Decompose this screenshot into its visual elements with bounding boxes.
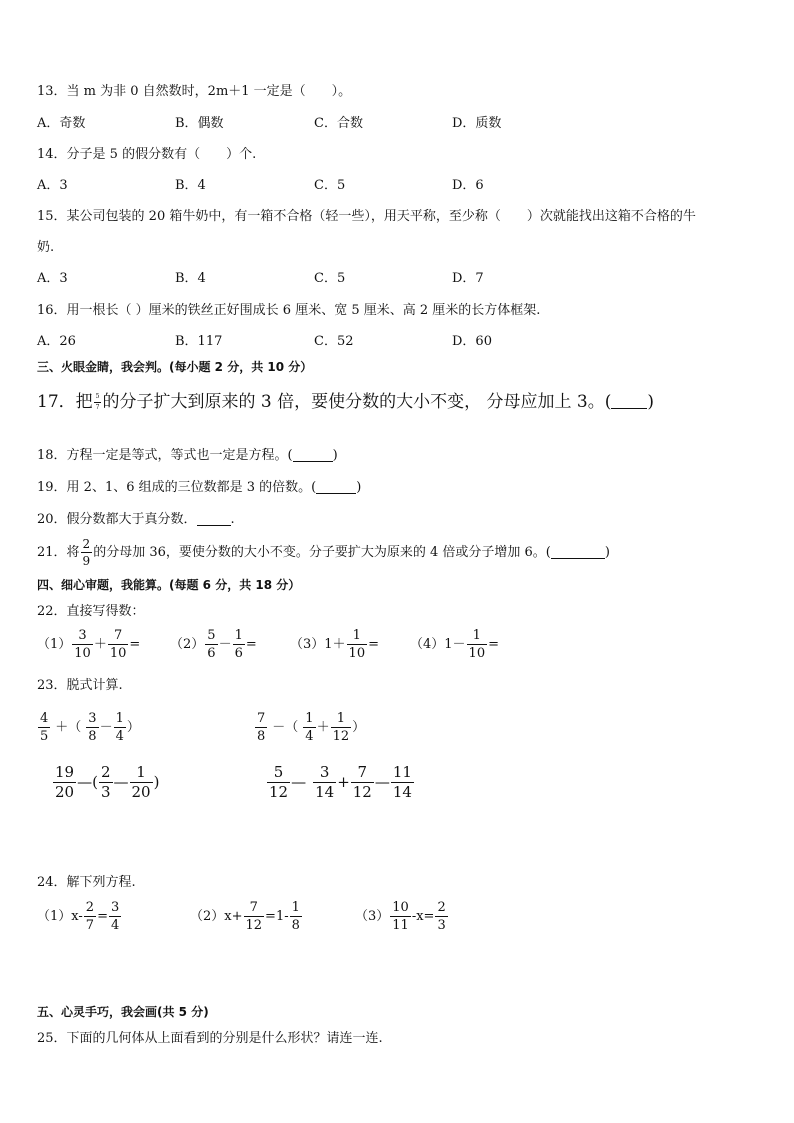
q20 [37, 513, 235, 526]
q17-answer-blank[interactable] [611, 396, 647, 409]
q18-answer-blank[interactable] [293, 449, 333, 462]
operator: —( [77, 773, 98, 791]
numerator: 3 [110, 900, 120, 915]
q13-stem: 13．当 m 为非 0 自然数时，2m＋1 一定是（ ）。 [37, 84, 352, 99]
denominator: 7 [85, 918, 95, 933]
q21-post: 的分母加 36，要使分数的大小不变。分子要扩大为原来的 4 倍或分子增加 6。( [93, 545, 551, 560]
equals-sign: = [97, 909, 108, 924]
frac-b [86, 712, 98, 743]
q17-pre: 17．把 [37, 392, 93, 412]
q17 [37, 394, 654, 411]
q21-answer-blank[interactable] [551, 546, 605, 559]
frac-b [313, 765, 336, 800]
numerator: 3 [313, 765, 336, 783]
denominator: 4 [305, 729, 314, 744]
denominator: 10 [468, 646, 486, 661]
q22-item-2-label: （2） [170, 637, 205, 652]
q23-expression-4 [266, 765, 415, 800]
operator: ＋ [316, 720, 330, 735]
q14-stem: 14．分子是 5 的假分数有（ ）个. [37, 147, 257, 162]
label: （1）x- [37, 909, 83, 924]
denominator: 14 [392, 783, 412, 801]
frac-a [84, 901, 96, 932]
q22-item-2 [170, 629, 257, 660]
q22-item-1-label: （1） [37, 637, 72, 652]
q22-title: 22．直接写得数： [37, 604, 145, 619]
denominator: 12 [245, 918, 263, 933]
q14-option-b: B．4 [175, 178, 206, 193]
frac-a [244, 901, 265, 932]
section-4-heading: 四、细心审题，我能算。(每题 6 分，共 18 分） [37, 578, 301, 592]
q19-answer-blank[interactable] [316, 481, 356, 494]
denominator: 10 [109, 646, 127, 661]
equals-sign: = [488, 637, 499, 652]
numerator: 3 [88, 711, 97, 726]
numerator: 3 [72, 629, 93, 645]
q19-text: 19．用 2、1、6 组成的三位数都是 3 的倍数。( [37, 480, 317, 495]
q13-option-c: C．合数 [314, 116, 363, 131]
denominator: 12 [332, 729, 350, 744]
frac-c [351, 765, 374, 800]
numerator: 7 [108, 629, 129, 645]
q15-option-c: C．5 [314, 271, 346, 286]
operator: － [99, 720, 113, 735]
frac-a [38, 712, 50, 743]
q21-frac-den: 9 [82, 554, 91, 568]
denominator: 12 [352, 783, 372, 801]
q18-end: ) [332, 448, 338, 463]
denominator: 8 [291, 918, 300, 933]
denominator: 20 [131, 783, 151, 801]
label: （3） [355, 909, 390, 924]
numerator: 1 [331, 712, 352, 728]
numerator: 7 [257, 711, 266, 726]
frac-b [109, 901, 121, 932]
denominator: 6 [234, 646, 243, 661]
q21-end: ) [604, 545, 610, 560]
q18-text: 18．方程一定是等式，等式也一定是方程。( [37, 448, 293, 463]
frac-c [331, 712, 352, 743]
q22-item-1-frac-a [72, 629, 93, 660]
q15-option-b: B．4 [175, 271, 206, 286]
numerator: 10 [392, 900, 409, 915]
q20-answer-blank[interactable] [197, 513, 231, 526]
q19 [37, 481, 361, 494]
q16-option-b: B．117 [175, 334, 223, 349]
denominator: 8 [88, 729, 97, 744]
frac-b [303, 712, 315, 743]
equals-sign: = [129, 637, 141, 652]
operator: － [218, 637, 232, 652]
q16-stem: 16．用一根长（ ）厘米的铁丝正好围成长 6 厘米、宽 5 厘米、高 2 厘米的长方体框架. [37, 303, 541, 318]
frac-c [130, 765, 153, 800]
frac-a [255, 712, 267, 743]
frac-a [267, 765, 290, 800]
denominator: 4 [110, 918, 120, 933]
equals-sign: -x= [411, 909, 435, 924]
q23-expression-1 [37, 712, 140, 743]
q22-item-3-frac [347, 629, 368, 660]
close-paren: ） [126, 720, 140, 735]
close-paren: ) [153, 773, 160, 791]
section-5-heading: 五、心灵手巧，我会画(共 5 分) [37, 1005, 209, 1019]
q19-end: ) [356, 480, 362, 495]
q13-option-d: D．质数 [452, 116, 502, 131]
denominator: 10 [348, 646, 366, 661]
q22-item-1 [37, 629, 140, 660]
operator: ＋ [93, 637, 107, 652]
operator: — [113, 773, 129, 791]
q22-item-4-label: （4）1－ [410, 637, 466, 652]
q20-text: 20．假分数都大于真分数． [37, 512, 197, 527]
section-3-heading: 三、火眼金睛，我会判。(每小题 2 分，共 10 分） [37, 360, 313, 374]
q22-item-3-label: （3）1＋ [290, 637, 346, 652]
numerator: 1 [130, 765, 153, 783]
denominator: 3 [437, 918, 446, 933]
q24-equation-1 [37, 901, 122, 932]
q15-option-a: A．3 [37, 271, 68, 286]
numerator: 1 [115, 711, 124, 726]
q21-frac-num: 2 [82, 537, 91, 551]
q22-item-2-frac-b [233, 629, 245, 660]
denominator: 10 [74, 646, 91, 661]
q16-option-a: A．26 [37, 334, 76, 349]
q14-option-a: A．3 [37, 178, 68, 193]
q17-frac-den: 7 [95, 404, 100, 411]
numerator: 1 [305, 711, 314, 726]
q23-title: 23．脱式计算. [37, 678, 123, 693]
q15-option-d: D．7 [452, 271, 484, 286]
equals-sign: =1- [265, 909, 289, 924]
q14-option-c: C．5 [314, 178, 346, 193]
denominator: 4 [115, 729, 124, 744]
operator: －（ [272, 720, 299, 735]
numerator: 1 [291, 900, 300, 915]
q23-expression-2 [254, 712, 365, 743]
numerator: 19 [55, 763, 75, 781]
q22-item-4 [410, 629, 499, 660]
numerator: 5 [207, 628, 216, 643]
denominator: 14 [315, 783, 335, 801]
equals-sign: = [368, 637, 379, 652]
denominator: 20 [55, 783, 75, 801]
q15-stem-line1: 15．某公司包装的 20 箱牛奶中，有一箱不合格（轻一些），用天平称，至少称（ ）次就能找出这箱不合格的牛 [37, 209, 696, 224]
q18 [37, 449, 338, 462]
q21-pre: 21．将 [37, 545, 80, 560]
q23-expression-3 [52, 765, 159, 800]
numerator: 5 [267, 765, 290, 783]
denominator: 8 [257, 729, 266, 744]
numerator: 7 [351, 765, 374, 783]
numerator: 1 [467, 629, 488, 645]
frac-b [290, 901, 302, 932]
q22-item-2-frac-a [205, 629, 217, 660]
q14-option-d: D．6 [452, 178, 484, 193]
operator: ＋（ [55, 720, 82, 735]
q24-equation-3 [355, 901, 449, 932]
frac-b [435, 901, 447, 932]
q16-option-d: D．60 [452, 334, 492, 349]
numerator: 7 [244, 901, 265, 917]
q25-stem: 25．下面的几何体从上面看到的分别是什么形状？请连一连. [37, 1031, 383, 1046]
equals-sign: = [245, 637, 257, 652]
frac-a [390, 901, 411, 932]
q20-end: . [230, 512, 235, 527]
operator: — [374, 773, 390, 791]
frac-c [114, 712, 126, 743]
numerator: 11 [392, 763, 412, 781]
q13-option-a: A．奇数 [37, 116, 86, 131]
frac-a [53, 765, 76, 800]
q15-stem-line2: 奶. [37, 240, 55, 255]
q22-item-4-frac [467, 629, 488, 660]
q17-post: 的分子扩大到原来的 3 倍，要使分数的大小不变， 分母应加上 3。( [102, 392, 612, 412]
q16-option-c: C．52 [314, 334, 354, 349]
q24-equation-2 [190, 901, 303, 932]
frac-b [99, 765, 113, 800]
numerator: 4 [40, 711, 49, 726]
q24-title: 24．解下列方程. [37, 875, 136, 890]
q21 [37, 538, 610, 567]
numerator: 2 [437, 900, 446, 915]
numerator: 1 [347, 629, 368, 645]
frac-d [391, 765, 414, 800]
numerator: 2 [100, 763, 111, 781]
denominator: 6 [207, 646, 216, 661]
denominator: 3 [100, 783, 111, 801]
q17-end: ) [647, 392, 654, 412]
q22-item-3 [290, 629, 379, 660]
numerator: 1 [234, 628, 243, 643]
numerator: 2 [85, 900, 95, 915]
label: （2）x+ [190, 909, 243, 924]
q13-option-b: B．偶数 [175, 116, 224, 131]
denominator: 12 [269, 783, 289, 801]
operator: — [291, 773, 307, 791]
q17-frac-num: 5 [94, 394, 102, 403]
q22-item-1-frac-b [108, 629, 129, 660]
denominator: 11 [392, 918, 409, 933]
operator: + [337, 773, 350, 791]
q21-fraction [81, 538, 93, 567]
close-paren: ） [352, 720, 366, 735]
denominator: 5 [40, 729, 49, 744]
q17-fraction [94, 394, 102, 411]
